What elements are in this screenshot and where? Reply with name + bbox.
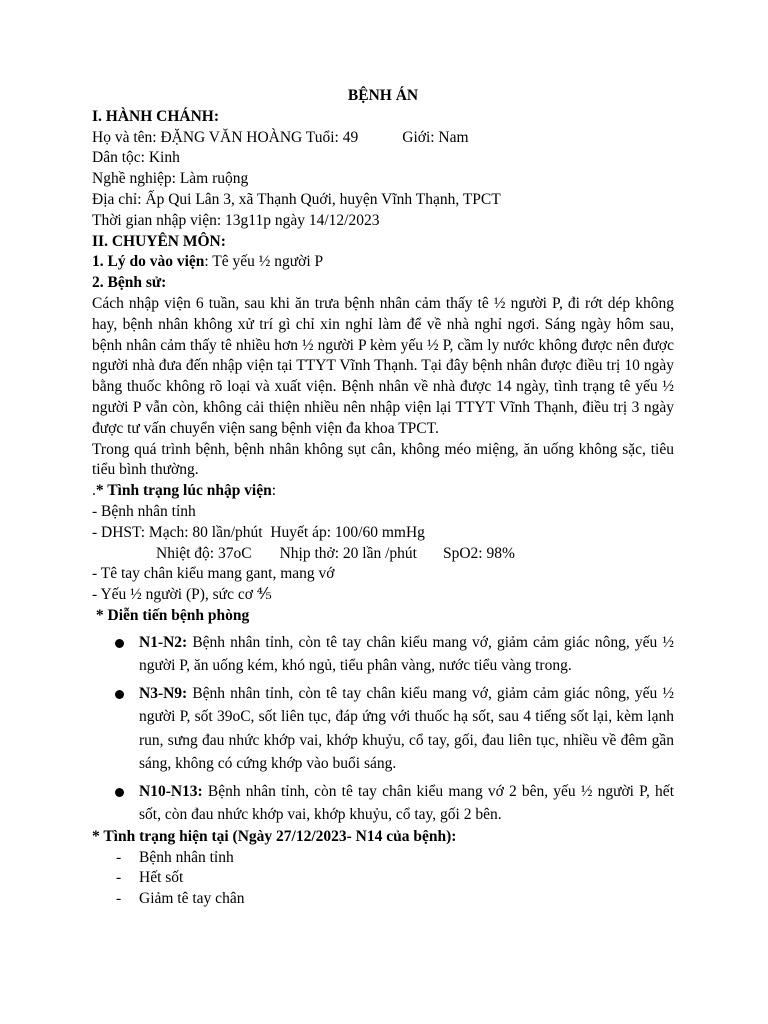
current-status-text: Bệnh nhân tỉnh	[139, 848, 234, 866]
admission-status-prefix: .	[92, 482, 96, 500]
progress-item	[92, 682, 674, 776]
status-weakness: - Yếu ½ người (P), sức cơ ⅘	[92, 586, 272, 604]
vitals-spo2: SpO2: 98%	[442, 544, 515, 562]
status-numbness: - Tê tay chân kiểu mang gant, mang vớ	[92, 565, 335, 583]
admission-status-suffix: :	[271, 482, 277, 500]
history-paragraph-2: Trong quá trình bệnh, bệnh nhân không sụt cân, không méo miệng, ăn uống không sặc, tiêu tiểu bình thường.	[92, 440, 674, 479]
progress-item-text: Bệnh nhân tỉnh, còn tê tay chân kiểu mang vớ 2 bên, yếu ½ người P, hết sốt, còn đau nhức khớp vai, khớp khuỷu, cổ tay, gối 2 bên.	[139, 782, 674, 824]
patient-name-age: Họ và tên: ĐẶNG VĂN HOÀNG Tuổi: 49	[92, 128, 359, 146]
patient-gender: Giới: Nam	[402, 128, 469, 146]
bullet-dot-icon	[115, 690, 124, 699]
dash-marker: -	[116, 869, 122, 887]
current-status-heading: * Tình trạng hiện tại (Ngày 27/12/2023- N14 của bệnh):	[92, 827, 457, 845]
vitals-pulse: - DHST: Mạch: 80 lần/phút	[92, 523, 263, 541]
document-title: BỆNH ÁN	[347, 87, 419, 104]
current-status-item	[92, 868, 674, 889]
progress-list	[92, 631, 674, 827]
dash-marker: -	[116, 848, 122, 866]
admission-status-heading	[92, 481, 674, 502]
admission-time: Thời gian nhập viện: 13g11p ngày 14/12/2023	[92, 211, 380, 229]
current-status-list	[92, 848, 674, 910]
history-heading: 2. Bệnh sử:	[92, 274, 167, 292]
admission-status-label: * Tình trạng lúc nhập viện	[95, 482, 272, 500]
section-professional-heading: II. CHUYÊN MÔN:	[92, 232, 226, 250]
vitals-respiration: Nhịp thở: 20 lần /phút	[279, 544, 417, 562]
progress-item-label: N1-N2:	[139, 633, 188, 651]
patient-occupation: Nghề nghiệp: Làm ruộng	[92, 170, 249, 188]
current-status-item	[92, 889, 674, 910]
bullet-dot-icon	[115, 788, 124, 797]
reason-label: 1. Lý do vào viện	[92, 253, 205, 271]
patient-name-age-line	[92, 128, 674, 149]
vitals-blood-pressure: Huyết áp: 100/60 mmHg	[270, 523, 425, 541]
progress-item-label: N10-N13:	[139, 782, 203, 800]
progress-item	[92, 631, 674, 678]
section-administrative-heading: I. HÀNH CHÁNH:	[92, 107, 220, 125]
medical-record	[92, 86, 674, 910]
progress-item-text: Bệnh nhân tỉnh, còn tê tay chân kiểu mang vớ, giảm cảm giác nông, yếu ½ người P, sốt 39oC, sốt liên tục, đáp ứng với thuốc hạ sốt, sau 4 tiếng sốt lại, kèm lạnh run, sưng đau nhức khớp vai, khớp khuỷu, cổ tay, gối, đau liên tục, nhiều về đêm gần sáng, không có cứng khớp vào buổi sáng.	[139, 684, 674, 773]
status-vitals-line-2	[92, 544, 674, 565]
patient-address: Địa chỉ: Ấp Qui Lân 3, xã Thạnh Quới, huyện Vĩnh Thạnh, TPCT	[92, 190, 501, 208]
current-status-item	[92, 848, 674, 869]
progress-item-text: Bệnh nhân tỉnh, còn tê tay chân kiểu mang vớ, giảm cảm giác nông, yếu ½ người P, ăn uống kém, khó ngủ, tiểu phân vàng, nước tiểu vàng trong.	[139, 633, 674, 675]
history-paragraph-1: Cách nhập viện 6 tuần, sau khi ăn trưa bệnh nhân cảm thấy tê ½ người P, đi rớt dép không hay, bệnh nhân không xử trí gì chỉ xin nghỉ làm để về nhà nghỉ ngơi. Sáng ngày hôm sau, bệnh nhân cảm thấy tê nhiều hơn ½ người P kèm yếu ½ P, cầm ly nước không được nên được người nhà đưa đến nhập viện tại TTYT Vĩnh Thạnh. Tại đây bệnh nhân được điều trị 10 ngày bằng thuốc không rõ loại và xuất viện. Bệnh nhân về nhà được 14 ngày, tình trạng tê yếu ½ người P vẫn còn, không cải thiện nhiều nên nhập viện lại TTYT Vĩnh Thạnh, điều trị 3 ngày được tư vấn chuyển viện sang bệnh viện đa khoa TPCT.	[92, 294, 674, 437]
vitals-temperature: Nhiệt độ: 37oC	[156, 544, 252, 562]
progress-item	[92, 780, 674, 827]
reason-text: : Tê yếu ½ người P	[204, 253, 324, 271]
progress-heading: * Diễn tiến bệnh phòng	[92, 606, 250, 624]
status-vitals-line-1	[92, 523, 674, 544]
current-status-text: Hết sốt	[139, 869, 184, 887]
progress-item-label: N3-N9:	[139, 684, 188, 702]
dash-marker: -	[116, 890, 122, 908]
status-conscious: - Bệnh nhân tỉnh	[92, 502, 196, 520]
reason-line	[92, 252, 674, 273]
current-status-text: Giảm tê tay chân	[139, 890, 245, 908]
bullet-dot-icon	[115, 639, 124, 648]
patient-ethnicity: Dân tộc: Kinh	[92, 149, 180, 167]
